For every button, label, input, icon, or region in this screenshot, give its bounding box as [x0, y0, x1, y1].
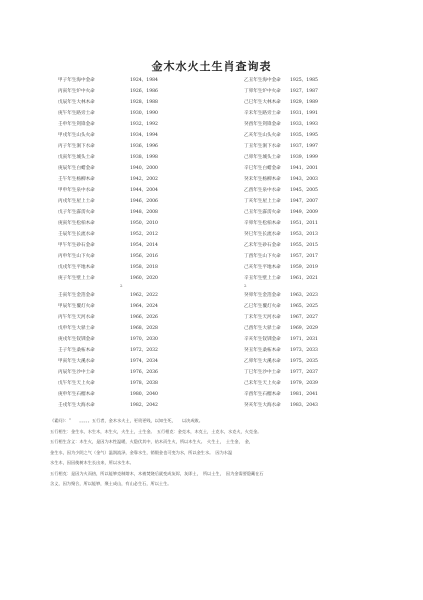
years-cell: 1949、2009 [290, 210, 318, 215]
years-cell: 1924、1984 [130, 78, 158, 83]
element-name-cell: 庚辰年生白蜡金命 [58, 166, 95, 171]
years-cell: 1970、2030 [130, 337, 158, 342]
years-cell: 1930、1990 [130, 111, 158, 116]
element-name-cell: 壬子年生桑柘木命 [58, 348, 95, 353]
years-cell: 1942、2002 [130, 177, 158, 182]
table-row [58, 130, 358, 141]
table-section-2 [58, 290, 358, 411]
years-cell: 1982、2042 [130, 403, 158, 408]
years-cell: 1960、2020 [130, 276, 158, 281]
table-row [58, 185, 358, 196]
element-name-cell: 壬戌年生大海水命 [58, 403, 95, 408]
years-cell: 1981、2041 [290, 392, 318, 397]
element-name-cell: 戊子年生霹雳火命 [58, 210, 95, 215]
years-cell: 1966、2026 [130, 315, 158, 320]
years-cell: 1957、2017 [290, 254, 318, 259]
years-cell: 1956、2016 [130, 254, 158, 259]
years-cell: 1964、2024 [130, 304, 158, 309]
years-cell: 1969、2029 [290, 326, 318, 331]
page-title: 金木水火土生肖查询表 [151, 60, 272, 73]
element-name-cell: 丙子年生涧下水命 [58, 144, 95, 149]
years-cell: 1955、2015 [290, 243, 318, 248]
years-cell: 1937、1997 [290, 144, 318, 149]
zodiac-element-table [58, 75, 358, 411]
years-cell: 1944、2004 [130, 188, 158, 193]
table-row [58, 196, 358, 207]
element-name-cell: 甲子年生海中金命 [58, 78, 95, 83]
note-line: 五行相生含义：木生火，是因为木性温暖，火隐伏其中，钻木而生火，所以木生火。 火生土， 土生金， 金， [50, 439, 254, 444]
table-row [58, 218, 358, 229]
table-row [58, 323, 358, 334]
years-cell: 1934、1994 [130, 133, 158, 138]
element-name-cell: 戊辰年生大林木命 [58, 100, 95, 105]
element-name-cell: 乙酉年生泉中水命 [244, 188, 281, 193]
note-line: 含义，因为聚合，所以能够，聚土成山，有山必生石，所以土生。 [50, 481, 172, 486]
years-cell: 1977、2037 [290, 370, 318, 375]
table-row [58, 75, 358, 86]
years-cell: 1975、2035 [290, 359, 318, 364]
element-name-cell: 庚午年生路旁土命 [58, 111, 95, 116]
years-cell: 1951、2011 [290, 221, 318, 226]
table-row [58, 262, 358, 273]
element-name-cell: 己巳年生大林木命 [244, 100, 281, 105]
table-row [58, 251, 358, 262]
note-line: 水生木，因因使树木生长出来，所以水生木。 [50, 460, 134, 465]
table-row [58, 108, 358, 119]
table-row [58, 207, 358, 218]
years-cell: 1940、2000 [130, 166, 158, 171]
element-name-cell: 己酉年生大驿土命 [244, 326, 281, 331]
element-name-cell: 丙辰年生沙中土命 [58, 370, 95, 375]
years-cell: 1950、2010 [130, 221, 158, 226]
element-name-cell: 甲寅年生大溪水命 [58, 359, 95, 364]
table-row [58, 290, 358, 301]
years-cell: 1979、2039 [290, 381, 318, 386]
element-name-cell: 辛未年生路旁土命 [244, 111, 281, 116]
element-name-cell: 甲戌年生山头火命 [58, 133, 95, 138]
table-row [58, 240, 358, 251]
years-cell: 1971、2031 [290, 337, 318, 342]
element-name-cell: 丁卯年生炉中火命 [244, 89, 281, 94]
element-name-cell: 丙戌年生屋上土命 [58, 199, 95, 204]
table-row [58, 400, 358, 411]
marker: 2 [120, 283, 123, 288]
element-name-cell: 乙丑年生海中金命 [244, 78, 281, 83]
element-name-cell: 己亥年生平地木命 [244, 265, 281, 270]
years-cell: 1947、2007 [290, 199, 318, 204]
years-cell: 1936、1996 [130, 144, 158, 149]
element-name-cell: 甲申年生泉中水命 [58, 188, 95, 193]
table-row [58, 334, 358, 345]
table-row [58, 86, 358, 97]
years-cell: 1933、1993 [290, 122, 318, 127]
element-name-cell: 癸丑年生桑柘木命 [244, 348, 281, 353]
table-row [58, 163, 358, 174]
element-name-cell: 丁未年生天河水命 [244, 315, 281, 320]
element-name-cell: 庚戌年生钗钏金命 [58, 337, 95, 342]
element-name-cell: 壬寅年生金箔金命 [58, 293, 95, 298]
years-cell: 1972、2032 [130, 348, 158, 353]
table-row [58, 141, 358, 152]
element-name-cell: 癸亥年生大海水命 [244, 403, 281, 408]
element-name-cell: 丙寅年生炉中火命 [58, 89, 95, 94]
years-cell: 1926、1986 [130, 89, 158, 94]
element-name-cell: 乙卯年生大溪水命 [244, 359, 281, 364]
years-cell: 1978、2038 [130, 381, 158, 386]
years-cell: 1961、2021 [290, 276, 318, 281]
element-name-cell: 辛巳年生白蜡金命 [244, 166, 281, 171]
years-cell: 1974、2034 [130, 359, 158, 364]
element-name-cell: 庚寅年生松柏木命 [58, 221, 95, 226]
years-cell: 1938、1998 [130, 155, 158, 160]
years-cell: 1953、2013 [290, 232, 318, 237]
years-cell: 1962、2022 [130, 293, 158, 298]
years-cell: 1967、2027 [290, 315, 318, 320]
years-cell: 1952、2012 [130, 232, 158, 237]
table-row [58, 119, 358, 130]
element-name-cell: 壬辰年生长流水命 [58, 232, 95, 237]
element-name-cell: 辛亥年生钗钏金命 [244, 337, 281, 342]
element-name-cell: 庚子年生壁上土命 [58, 276, 95, 281]
element-name-cell: 戊申年生大驿土命 [58, 326, 95, 331]
years-cell: 1973、2033 [290, 348, 318, 353]
table-row [58, 97, 358, 108]
years-cell: 1980、2040 [130, 392, 158, 397]
element-name-cell: 己未年生天上火命 [244, 381, 281, 386]
table-row [58, 312, 358, 323]
years-cell: 1976、2036 [130, 370, 158, 375]
element-name-cell: 丁巳年生沙中土命 [244, 370, 281, 375]
table-row [58, 301, 358, 312]
years-cell: 1928、1988 [130, 100, 158, 105]
years-cell: 1932、1992 [130, 122, 158, 127]
years-cell: 1927、1987 [290, 89, 318, 94]
years-cell: 1935、1995 [290, 133, 318, 138]
years-cell: 1983、2043 [290, 403, 318, 408]
element-name-cell: 戊午年生天上火命 [58, 381, 95, 386]
element-name-cell: 辛卯年生松柏木命 [244, 221, 281, 226]
table-row [58, 152, 358, 163]
table-row [58, 174, 358, 185]
table-row [58, 273, 358, 284]
years-cell: 1958、2018 [130, 265, 158, 270]
element-name-cell: 戊寅年生城头土命 [58, 155, 95, 160]
element-name-cell: 壬午年生杨柳木命 [58, 177, 95, 182]
table-row [58, 367, 358, 378]
years-cell: 1925、1985 [290, 78, 318, 83]
element-name-cell: 丁亥年生屋上土命 [244, 199, 281, 204]
years-cell: 1963、2023 [290, 293, 318, 298]
notes-section [50, 416, 380, 490]
years-cell: 1959、2019 [290, 265, 318, 270]
element-name-cell: 己丑年生霹雳火命 [244, 210, 281, 215]
element-name-cell: 乙巳年生覆灯火命 [244, 304, 281, 309]
element-name-cell: 壬申年生剑锋金命 [58, 122, 95, 127]
table-row [58, 389, 358, 400]
table-row [58, 345, 358, 356]
element-name-cell: 丙申年生山下火命 [58, 254, 95, 259]
element-name-cell: 己卯年生城头土命 [244, 155, 281, 160]
note-line: 五行相克：是因为火而热，所以能够克制熔木，木被焚烧后就变成灰烬，灰即土， 所以土生， 因为金需要隐藏在石 [50, 470, 264, 476]
element-name-cell: 乙亥年生山头火命 [244, 133, 281, 138]
years-cell: 1931、1991 [290, 111, 318, 116]
element-name-cell: 癸巳年生长流水命 [244, 232, 281, 237]
note-line: 五行相生：金生水，水生木，木生火，火生土，土生金。 五行相克：金克木，木克土，土克水，水克火，火克金。 [50, 428, 262, 434]
element-name-cell: 丁丑年生涧下水命 [244, 144, 281, 149]
years-cell: 1948、2008 [130, 210, 158, 215]
element-name-cell: 乙未年生砂石金命 [244, 243, 281, 248]
years-cell: 1965、2025 [290, 304, 318, 309]
years-cell: 1941、2001 [290, 166, 318, 171]
years-cell: 1939、1999 [290, 155, 318, 160]
element-name-cell: 庚申年生石榴木命 [58, 392, 95, 397]
years-cell: 1929、1989 [290, 100, 318, 105]
table-row [58, 378, 358, 389]
element-name-cell: 癸未年生杨柳木命 [244, 177, 281, 182]
element-name-cell: 甲午年生砂石金命 [58, 243, 95, 248]
table-section-1 [58, 75, 358, 284]
table-row [58, 356, 358, 367]
element-name-cell: 戊戌年生平地木命 [58, 265, 95, 270]
element-name-cell: 癸卯年生金箔金命 [244, 293, 281, 298]
element-name-cell: 辛丑年生壁上土命 [244, 276, 281, 281]
element-name-cell: 丙午年生天河水命 [58, 315, 95, 320]
element-name-cell: 丁酉年生山下火命 [244, 254, 281, 259]
years-cell: 1946、2006 [130, 199, 158, 204]
element-name-cell: 癸酉年生剑锋金命 [244, 122, 281, 127]
note-line: 金生水，因为少阴之气（金气）温润流泽，金靠水生，销锻金也可变为水，所以金生水。 因为水温 [50, 449, 233, 455]
marker: 2 [244, 283, 247, 288]
years-cell: 1954、2014 [130, 243, 158, 248]
table-row [58, 229, 358, 240]
years-cell: 1943、2003 [290, 177, 318, 182]
element-name-cell: 辛酉年生石榴木命 [244, 392, 281, 397]
years-cell: 1968、2028 [130, 326, 158, 331]
note-line: 《素问》：“ 。。。。。五行者，金木水火土，更贵更贱，以知生死， 以决成败。 [50, 418, 203, 423]
years-cell: 1945、2005 [290, 188, 318, 193]
element-name-cell: 甲辰年生覆灯火命 [58, 304, 95, 309]
